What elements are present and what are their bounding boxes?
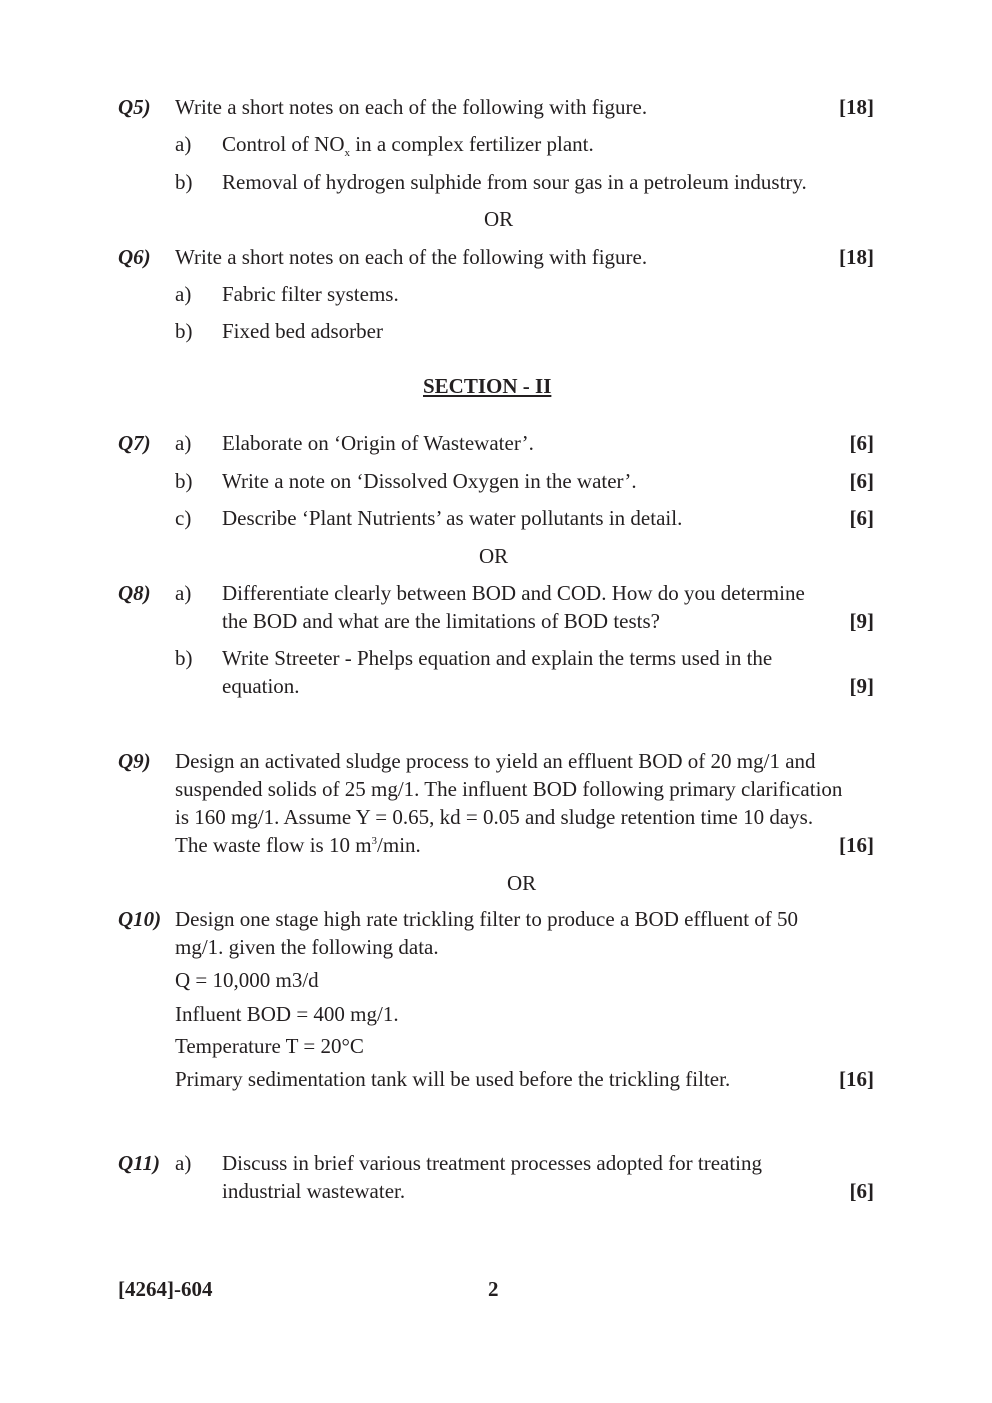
q5-a-label: a): [175, 132, 192, 156]
q5-marks: [18]: [839, 95, 874, 119]
q5-number: Q5): [118, 95, 151, 119]
section-title: SECTION - II: [423, 374, 552, 398]
paper-code: [4264]-604: [118, 1277, 213, 1301]
q10-number: Q10): [118, 907, 162, 931]
q10-data-temperature: Temperature T = 20°C: [175, 1034, 364, 1058]
q8-a-marks: [9]: [849, 609, 874, 633]
q11-a-line1: Discuss in brief various treatment processes adopted for treating: [222, 1151, 763, 1175]
or-divider: OR: [479, 544, 509, 568]
q10-line1: Design one stage high rate trickling filter to produce a BOD effluent of 50: [175, 907, 799, 931]
or-divider: OR: [484, 207, 514, 231]
q7-c-label: c): [175, 506, 192, 530]
q10-data-bod: Influent BOD = 400 mg/1.: [175, 1002, 399, 1026]
q11-a-marks: [6]: [849, 1179, 874, 1203]
q7-c-text: Describe ‘Plant Nutrients’ as water pollutants in detail.: [222, 506, 683, 530]
page-number: 2: [488, 1277, 499, 1301]
q7-b-text: Write a note on ‘Dissolved Oxygen in the water’.: [222, 469, 637, 493]
q5-question-text: Write a short notes on each of the following with figure.: [175, 95, 648, 119]
q6-question-text: Write a short notes on each of the following with figure.: [175, 245, 648, 269]
q6-marks: [18]: [839, 245, 874, 269]
q8-b-label: b): [175, 646, 193, 670]
q5-b-label: b): [175, 170, 193, 194]
q6-number: Q6): [118, 245, 151, 269]
q8-b-line1: Write Streeter - Phelps equation and explain the terms used in the: [222, 646, 773, 670]
q10-data-flow: Q = 10,000 m3/d: [175, 968, 319, 992]
q7-a-label: a): [175, 431, 192, 455]
q5-a-text: Control of $NO_x$ in a complex fertilizer plant.: [222, 132, 594, 160]
q10-data-sedimentation: Primary sedimentation tank will be used before the trickling filter.: [175, 1067, 731, 1091]
q11-a-label: a): [175, 1151, 192, 1175]
q9-line2: suspended solids of 25 mg/1. The influent BOD following primary clarification: [175, 777, 843, 801]
q11-number: Q11): [118, 1151, 160, 1175]
q7-b-label: b): [175, 469, 193, 493]
q7-c-marks: [6]: [849, 506, 874, 530]
q8-b-marks: [9]: [849, 674, 874, 698]
q7-number: Q7): [118, 431, 151, 455]
q6-b-label: b): [175, 319, 193, 343]
q8-b-line2: equation.: [222, 674, 300, 698]
q8-a-line1: Differentiate clearly between BOD and COD. How do you determine: [222, 581, 805, 605]
q10-line2: mg/1. given the following data.: [175, 935, 439, 959]
q9-line1: Design an activated sludge process to yield an effluent BOD of 20 mg/1 and: [175, 749, 816, 773]
q6-a-label: a): [175, 282, 192, 306]
q9-line4: The waste flow is 10 $m^3/\min$.: [175, 833, 421, 857]
or-divider: OR: [507, 871, 537, 895]
q9-marks: [16]: [839, 833, 874, 857]
q10-marks: [16]: [839, 1067, 874, 1091]
q11-a-line2: industrial wastewater.: [222, 1179, 406, 1203]
q7-a-marks: [6]: [849, 431, 874, 455]
q6-b-text: Fixed bed adsorber: [222, 319, 383, 343]
q7-b-marks: [6]: [849, 469, 874, 493]
q6-a-text: Fabric filter systems.: [222, 282, 399, 306]
q5-b-text: Removal of hydrogen sulphide from sour gas in a petroleum industry.: [222, 170, 807, 194]
q8-number: Q8): [118, 581, 151, 605]
q8-a-label: a): [175, 581, 192, 605]
q7-a-text: Elaborate on ‘Origin of Wastewater’.: [222, 431, 534, 455]
q8-a-line2: the BOD and what are the limitations of BOD tests?: [222, 609, 660, 633]
q9-line3: is 160 mg/1. Assume Y = 0.65, kd = 0.05 and sludge retention time 10 days.: [175, 805, 814, 829]
q9-number: Q9): [118, 749, 151, 773]
